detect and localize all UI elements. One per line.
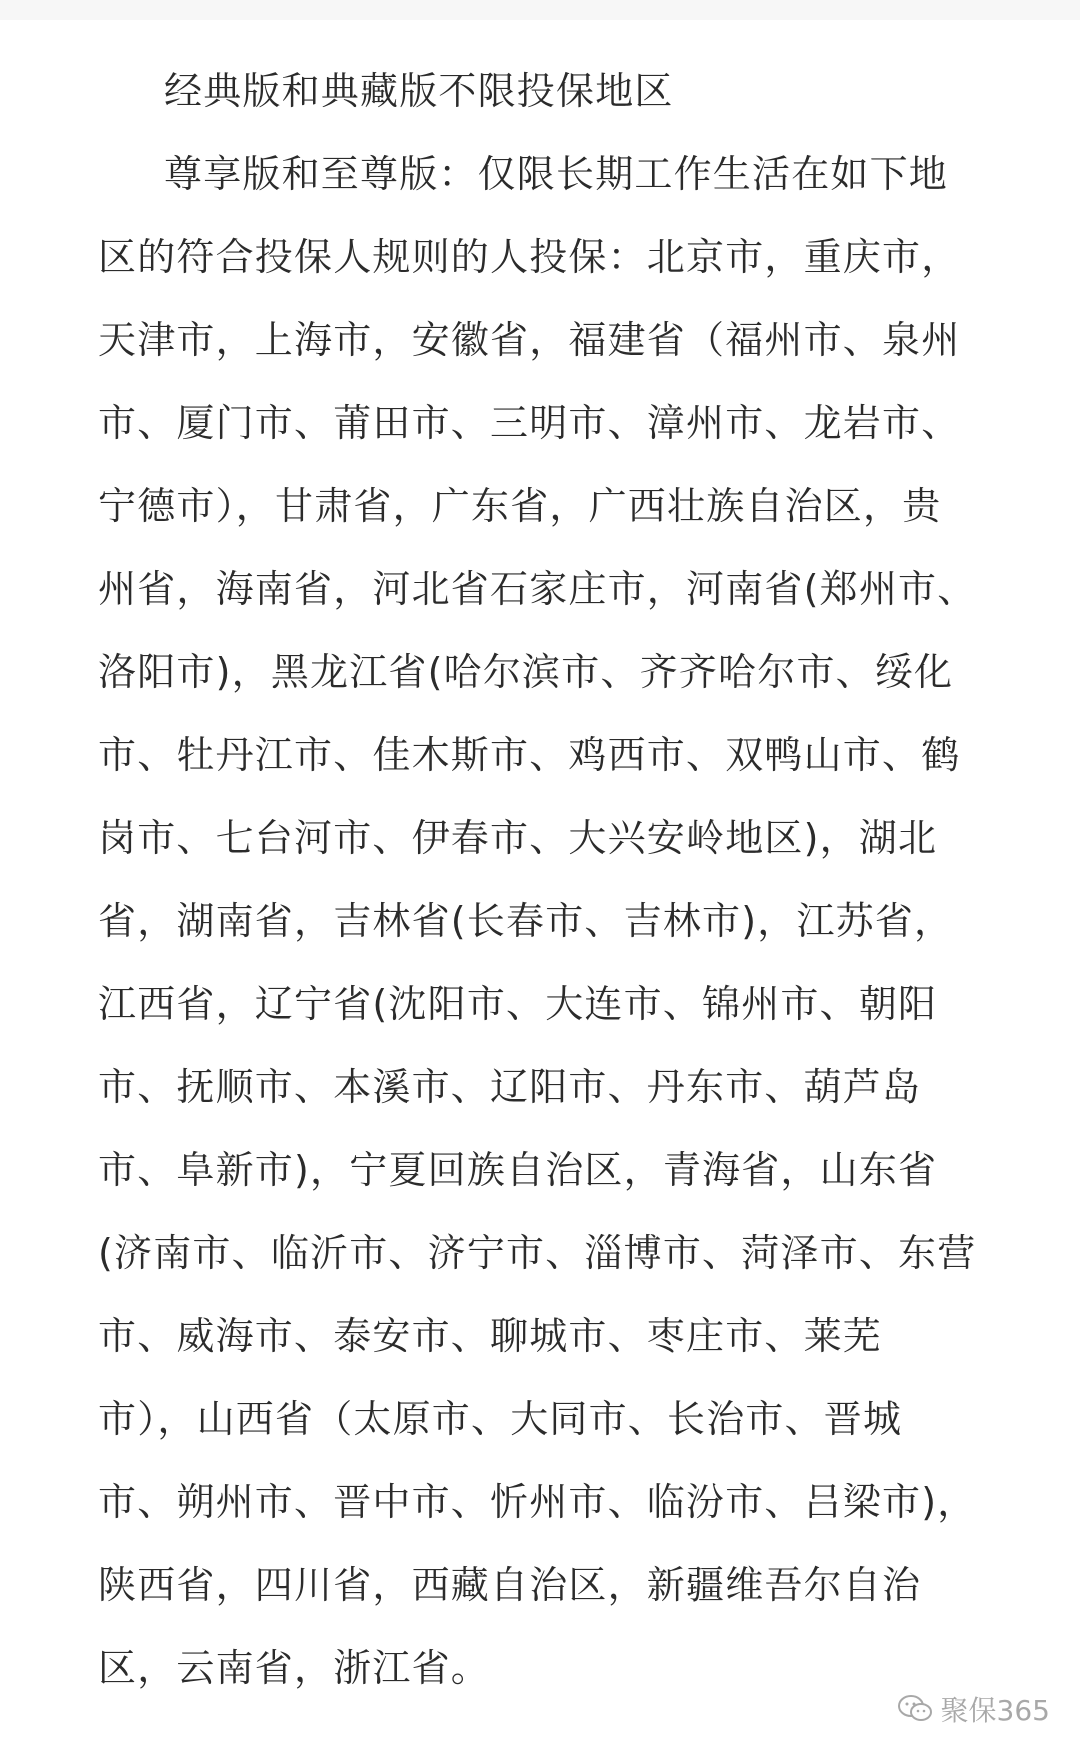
text-line: 岗市、七台河市、伊春市、大兴安岭地区)，湖北 [98, 816, 938, 860]
text-line: 经典版和典藏版不限投保地区 [164, 69, 674, 113]
document-body [98, 50, 980, 1710]
text-line: 尊享版和至尊版：仅限长期工作生活在如下地 [164, 152, 949, 196]
text-line: 天津市，上海市，安徽省，福建省（福州市、泉州 [98, 318, 961, 362]
text-line: 陕西省，四川省，西藏自治区，新疆维吾尔自治 [98, 1563, 922, 1607]
watermark-text: 聚保365 [940, 1694, 1050, 1727]
watermark [897, 1689, 1050, 1729]
text-line: 市、牡丹江市、佳木斯市、鸡西市、双鸭山市、鹤 [98, 733, 961, 777]
top-divider [0, 0, 1080, 20]
text-line: 州省，海南省，河北省石家庄市，河南省(郑州市、 [98, 567, 977, 611]
text-line: 洛阳市)，黑龙江省(哈尔滨市、齐齐哈尔市、绥化 [98, 650, 954, 694]
text-line: 市、抚顺市、本溪市、辽阳市、丹东市、葫芦岛 [98, 1065, 922, 1109]
paragraph-restricted-regions [98, 133, 980, 1710]
text-line: (济南市、临沂市、济宁市、淄博市、菏泽市、东营 [98, 1231, 977, 1275]
text-line: 江西省，辽宁省(沈阳市、大连市、锦州市、朝阳 [98, 982, 938, 1026]
wechat-icon [897, 1694, 933, 1724]
text-line: 市、威海市、泰安市、聊城市、枣庄市、莱芜 [98, 1314, 883, 1358]
text-line: 市），山西省（太原市、大同市、长治市、晋城 [98, 1397, 903, 1441]
text-line: 市、厦门市、莆田市、三明市、漳州市、龙岩市、 [98, 401, 961, 445]
text-line: 宁德市），甘肃省，广东省，广西壮族自治区，贵 [98, 484, 942, 528]
text-line: 省，湖南省，吉林省(长春市、吉林市)，江苏省， [98, 899, 954, 943]
text-line: 区，云南省，浙江省。 [98, 1646, 491, 1690]
text-line: 市、朔州市、晋中市、忻州市、临汾市、吕梁市)， [98, 1480, 977, 1524]
text-line: 区的符合投保人规则的人投保：北京市，重庆市， [98, 235, 961, 279]
paragraph-unrestricted-editions [98, 50, 980, 133]
text-line: 市、阜新市)，宁夏回族自治区，青海省，山东省 [98, 1148, 938, 1192]
